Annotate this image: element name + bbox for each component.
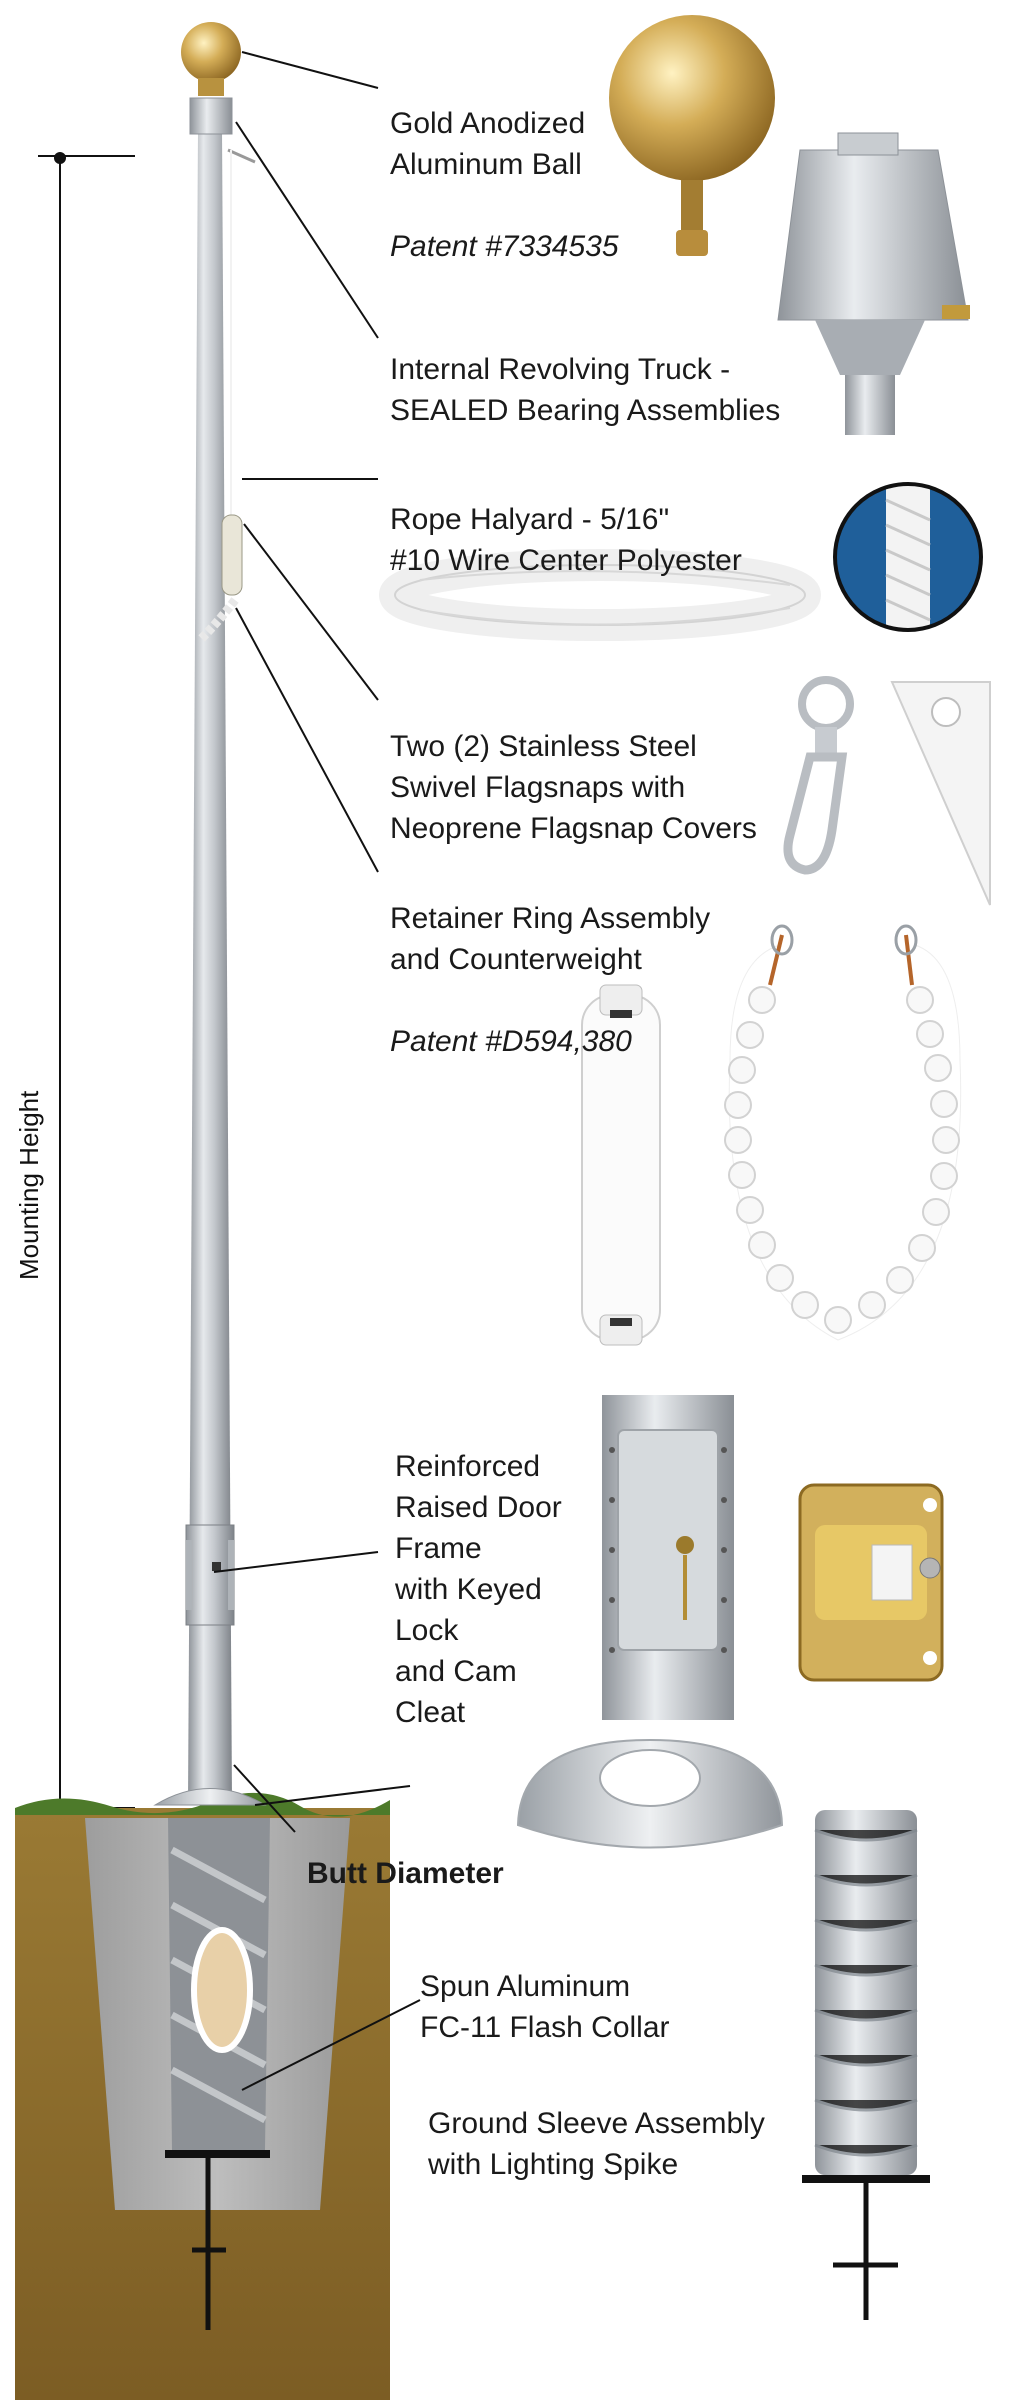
rope-closeup-image: [835, 484, 981, 630]
cam-cleat-image: [800, 1485, 942, 1680]
door-frame-image: [602, 1395, 734, 1720]
label-flash-collar-text: Spun Aluminum FC-11 Flash Collar: [420, 1970, 670, 2044]
label-revolving-truck-text: Internal Revolving Truck - SEALED Bearing Assemblies: [390, 353, 781, 427]
mounting-height-dimension: [38, 152, 135, 1814]
label-retainer-ring: [390, 857, 710, 1103]
label-retainer-ring-patent: Patent #D594,380: [390, 1025, 632, 1058]
revolving-truck-image: [778, 133, 970, 435]
bead-string: [725, 987, 959, 1333]
label-butt-diameter-text: Butt Diameter: [307, 1857, 504, 1890]
label-butt-diameter: [307, 1812, 504, 1935]
label-rope-halyard-text: Rope Halyard - 5/16" #10 Wire Center Polyester: [390, 503, 742, 577]
flagpole: [155, 22, 265, 1805]
flagsnap-image: [788, 680, 850, 870]
label-ground-sleeve-text: Ground Sleeve Assembly with Lighting Spike: [428, 2107, 765, 2181]
label-flagsnaps-text: Two (2) Stainless Steel Swivel Flagsnaps with Neoprene Flagsnap Covers: [390, 730, 757, 845]
ground-sleeve-image: [802, 1810, 930, 2320]
mounting-height-label: Mounting Height: [14, 1090, 44, 1280]
label-ground-sleeve: [428, 2062, 765, 2226]
label-revolving-truck: [390, 308, 780, 472]
label-door-frame: [395, 1405, 562, 1774]
retainer-ring-image: [725, 926, 961, 1340]
label-gold-ball: [390, 62, 619, 308]
label-door-frame-text: Reinforced Raised Door Frame with Keyed Lock and Cam Cleat: [395, 1450, 562, 1729]
snap-cover-image: [892, 682, 990, 905]
gold-ball-image: [609, 15, 775, 256]
label-rope-halyard: [390, 458, 742, 622]
label-retainer-ring-text: Retainer Ring Assembly and Counterweight: [390, 902, 711, 976]
label-gold-ball-text: Gold Anodized Aluminum Ball: [390, 107, 586, 181]
label-gold-ball-patent: Patent #7334535: [390, 230, 619, 263]
